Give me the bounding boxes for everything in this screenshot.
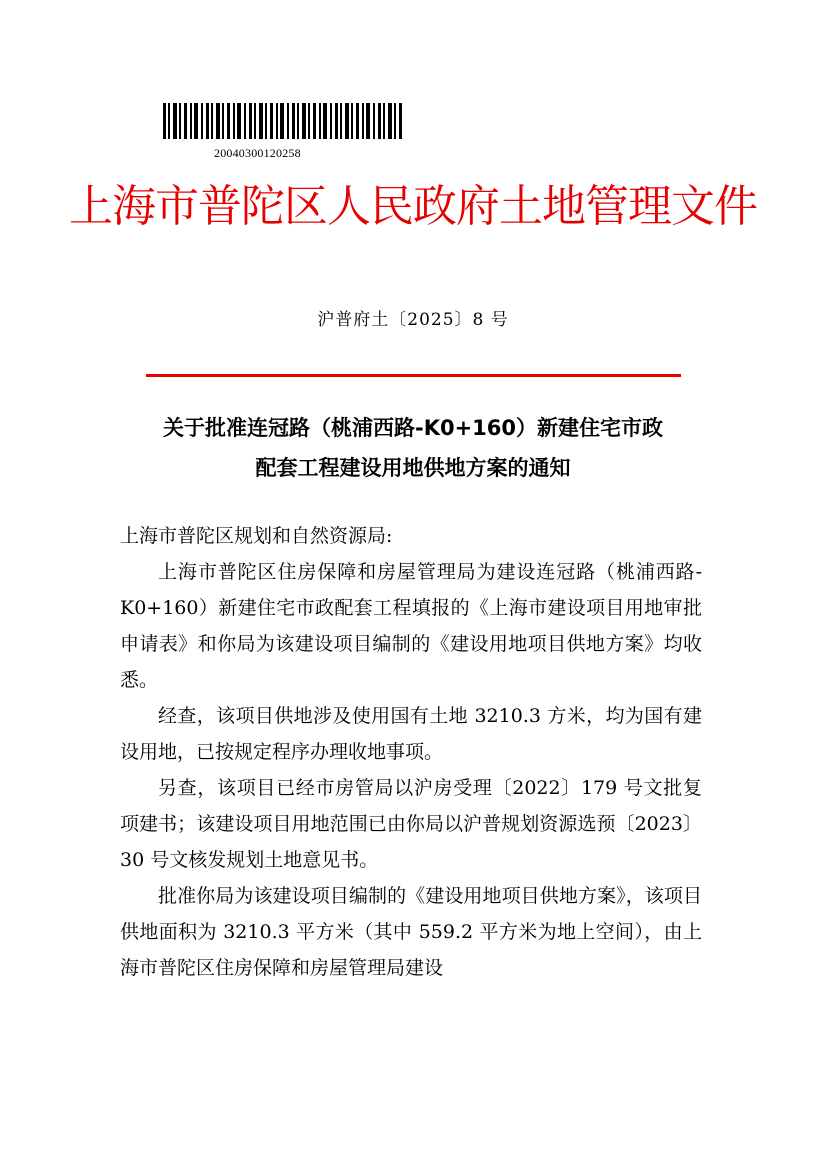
issuer-header: 上海市普陀区人民政府土地管理文件: [69, 181, 757, 232]
document-body: [120, 518, 702, 986]
paragraph-3: 另查，该项目已经市房管局以沪房受理〔2022〕179 号文批复项建书；该建设项目用地范围已由你局以沪普规划资源选预〔2023〕30 号文核发规划土地意见书。: [120, 777, 702, 871]
title-line-1: 关于批准连冠路（桃浦西路-K0+160）新建住宅市政: [162, 416, 664, 440]
barcode: [163, 103, 403, 139]
document-number: 沪普府土〔2025〕8 号: [317, 310, 509, 330]
document-title: [100, 408, 726, 488]
paragraph-1: 上海市普陀区住房保障和房屋管理局为建设连冠路（桃浦西路-K0+160）新建住宅市政配套工程填报的《上海市建设项目用地审批申请表》和你局为该建设项目编制的《建设用地项目供地方案》均收悉。: [120, 561, 702, 691]
paragraph-2: 经查，该项目供地涉及使用国有土地 3210.3 方米，均为国有建设用地，已按规定程序办理收地事项。: [120, 705, 702, 763]
addressee: 上海市普陀区规划和自然资源局:: [120, 525, 393, 547]
title-line-2: 配套工程建设用地供地方案的通知: [255, 456, 571, 480]
barcode-number: 20040300120258: [214, 146, 301, 160]
paragraph-4: 批准你局为该建设项目编制的《建设用地项目供地方案》，该项目供地面积为 3210.3 平方米（其中 559.2 平方米为地上空间），由上海市普陀区住房保障和房屋管理局建设: [120, 885, 702, 979]
red-divider: [146, 374, 681, 377]
